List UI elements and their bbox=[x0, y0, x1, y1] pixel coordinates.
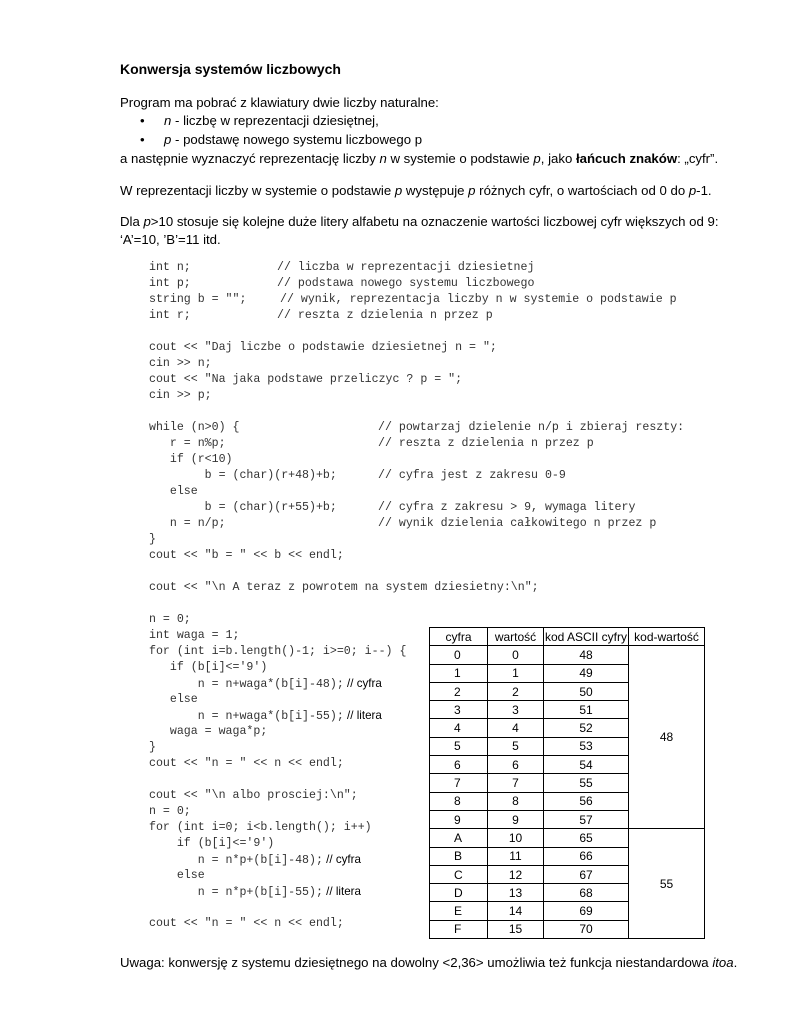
code-comment: // reszta z dzielenia n przez p bbox=[277, 309, 493, 322]
code-line bbox=[149, 308, 539, 324]
code-text: else bbox=[149, 869, 205, 882]
table-cell: 6 bbox=[430, 756, 488, 774]
header-kod-wartosc: kod-wartość bbox=[629, 628, 705, 646]
table-cell: 1 bbox=[430, 664, 488, 682]
code-line bbox=[149, 388, 539, 404]
table-cell: 55 bbox=[544, 774, 629, 792]
table-cell: 70 bbox=[544, 920, 629, 938]
code-text: n = 0; bbox=[149, 805, 191, 818]
code-text: cout << "\n A teraz z powrotem na system dziesietny:\n"; bbox=[149, 581, 539, 594]
code-text: string b = ""; bbox=[149, 293, 247, 306]
table-cell: C bbox=[430, 865, 488, 883]
code-comment: // wynik, reprezentacja liczby n w systemie o podstawie p bbox=[280, 293, 677, 306]
text-fragment: w systemie o podstawie bbox=[386, 151, 534, 166]
code-line bbox=[149, 484, 539, 500]
paragraph-digits bbox=[120, 182, 712, 199]
var-p: p bbox=[394, 183, 403, 198]
code-comment: // powtarzaj dzielenie n/p i zbieraj reszty: bbox=[378, 421, 685, 434]
table-row bbox=[430, 829, 705, 847]
table-cell: 50 bbox=[544, 682, 629, 700]
table-cell: 49 bbox=[544, 664, 629, 682]
code-line bbox=[149, 500, 636, 516]
table-cell: 13 bbox=[488, 884, 544, 902]
text-fragment: : „cyfr”. bbox=[677, 151, 719, 166]
code-text: cin >> p; bbox=[149, 389, 212, 402]
bullet-item-n bbox=[140, 112, 379, 129]
code-comment: // liczba w reprezentacji dziesietnej bbox=[277, 261, 535, 274]
table-cell: 8 bbox=[430, 792, 488, 810]
code-line bbox=[149, 356, 539, 372]
ascii-table bbox=[429, 627, 705, 939]
code-text: cout << "Daj liczbe o podstawie dziesietnej n = "; bbox=[149, 341, 497, 354]
table-cell: 2 bbox=[430, 682, 488, 700]
table-cell: 0 bbox=[488, 646, 544, 664]
code-line bbox=[149, 548, 539, 564]
code-text: int p; bbox=[149, 277, 191, 290]
code-text: } bbox=[149, 533, 156, 546]
bullet-text: - podstawę nowego systemu liczbowego p bbox=[171, 132, 423, 147]
header-cyfra: cyfra bbox=[430, 628, 488, 646]
table-cell: D bbox=[430, 884, 488, 902]
text-fragment: . bbox=[733, 955, 738, 970]
ascii-table-body bbox=[430, 646, 705, 939]
paragraph-letter-examples: ‘A’=10, ’B’=11 itd. bbox=[120, 232, 221, 247]
table-cell: 6 bbox=[488, 756, 544, 774]
table-cell: 4 bbox=[488, 719, 544, 737]
var-p: p bbox=[164, 132, 172, 147]
table-cell: 67 bbox=[544, 865, 629, 883]
code-text: for (int i=0; i<b.length(); i++) bbox=[149, 821, 372, 834]
text-fragment: -1. bbox=[696, 183, 712, 198]
code-line bbox=[149, 596, 539, 612]
table-cell: A bbox=[430, 829, 488, 847]
table-cell: 9 bbox=[430, 810, 488, 828]
code-text: if (b[i]<='9') bbox=[149, 661, 268, 674]
code-text: r = n%p; bbox=[149, 437, 226, 450]
table-cell: 9 bbox=[488, 810, 544, 828]
code-line bbox=[149, 564, 539, 580]
code-line bbox=[149, 532, 539, 548]
table-cell: 1 bbox=[488, 664, 544, 682]
code-line bbox=[149, 580, 539, 596]
code-text: cout << "Na jaka podstawe przeliczyc ? p = "; bbox=[149, 373, 463, 386]
code-line bbox=[149, 436, 594, 452]
table-cell: 12 bbox=[488, 865, 544, 883]
code-line bbox=[149, 324, 539, 340]
code-comment: // cyfra jest z zakresu 0-9 bbox=[378, 469, 566, 482]
table-cell: 3 bbox=[430, 701, 488, 719]
code-comment: // cyfra z zakresu > 9, wymaga litery bbox=[378, 501, 636, 514]
text-fragment: W reprezentacji liczby w systemie o podstawie bbox=[120, 183, 395, 198]
code-text: for (int i=b.length()-1; i>=0; i--) { bbox=[149, 645, 407, 658]
code-line bbox=[149, 292, 677, 308]
code-line bbox=[149, 612, 539, 628]
bullet-text: - liczbę w reprezentacji dziesiętnej, bbox=[171, 113, 379, 128]
var-n: n bbox=[379, 151, 387, 166]
table-cell: 66 bbox=[544, 847, 629, 865]
table-cell: 7 bbox=[488, 774, 544, 792]
table-cell: 5 bbox=[430, 737, 488, 755]
paragraph-chain-definition bbox=[120, 150, 718, 167]
code-line bbox=[149, 404, 539, 420]
code-line bbox=[149, 420, 685, 436]
code-text: cout << "\n albo prosciej:\n"; bbox=[149, 789, 358, 802]
merged-offset-cell: 48 bbox=[629, 646, 705, 829]
text-fragment: występuje bbox=[402, 183, 469, 198]
code-inline-comment: // cyfra bbox=[343, 677, 382, 690]
var-p: p bbox=[533, 151, 541, 166]
code-text: cout << "n = " << n << endl; bbox=[149, 917, 344, 930]
table-cell: 57 bbox=[544, 810, 629, 828]
var-p: p bbox=[688, 183, 697, 198]
code-text: waga = waga*p; bbox=[149, 725, 268, 738]
var-p: p bbox=[468, 183, 476, 198]
table-cell: 14 bbox=[488, 902, 544, 920]
intro-paragraph: Program ma pobrać z klawiatury dwie liczby naturalne: bbox=[120, 95, 439, 110]
code-text: n = n+waga*(b[i]-55); bbox=[149, 710, 344, 723]
table-cell: 11 bbox=[488, 847, 544, 865]
code-text: } bbox=[149, 741, 156, 754]
note-paragraph bbox=[120, 954, 737, 971]
header-wartosc: wartość bbox=[488, 628, 544, 646]
code-text: n = n+waga*(b[i]-48); bbox=[149, 678, 344, 691]
var-n: n bbox=[164, 113, 172, 128]
table-cell: F bbox=[430, 920, 488, 938]
table-cell: 2 bbox=[488, 682, 544, 700]
code-text: b = (char)(r+55)+b; bbox=[149, 501, 337, 514]
code-comment: // reszta z dzielenia n przez p bbox=[378, 437, 594, 450]
table-cell: 4 bbox=[430, 719, 488, 737]
paragraph-letters bbox=[120, 213, 719, 230]
table-row bbox=[430, 646, 705, 664]
merged-offset-cell: 55 bbox=[629, 829, 705, 939]
text-fragment: a następnie wyznaczyć reprezentację liczby bbox=[120, 151, 380, 166]
text-fragment: różnych cyfr, o wartościach od 0 do bbox=[475, 183, 689, 198]
code-line bbox=[149, 260, 539, 276]
code-text: n = n/p; bbox=[149, 517, 226, 530]
header-kod-ascii: kod ASCII cyfry bbox=[544, 628, 629, 646]
code-text: if (b[i]<='9') bbox=[149, 837, 275, 850]
code-text: n = n*p+(b[i]-48); bbox=[149, 854, 323, 867]
code-comment: // wynik dzielenia całkowitego n przez p bbox=[378, 517, 657, 530]
code-line bbox=[149, 516, 657, 532]
text-fragment: Uwaga: konwersję z systemu dziesiętnego na dowolny <2,36> umożliwia też funkcja niestandardowa bbox=[120, 955, 713, 970]
code-inline-comment: // litera bbox=[322, 885, 361, 898]
bold-term: łańcuch znaków bbox=[575, 151, 678, 166]
code-line bbox=[149, 372, 539, 388]
code-text: int waga = 1; bbox=[149, 629, 240, 642]
table-cell: 68 bbox=[544, 884, 629, 902]
table-cell: 3 bbox=[488, 701, 544, 719]
var-p: p bbox=[143, 214, 151, 229]
code-text: else bbox=[149, 693, 198, 706]
table-cell: 56 bbox=[544, 792, 629, 810]
table-cell: B bbox=[430, 847, 488, 865]
code-comment: // podstawa nowego systemu liczbowego bbox=[277, 277, 535, 290]
text-fragment: , jako bbox=[540, 151, 576, 166]
code-text: else bbox=[149, 485, 198, 498]
table-cell: 52 bbox=[544, 719, 629, 737]
code-line bbox=[149, 340, 539, 356]
table-cell: 7 bbox=[430, 774, 488, 792]
table-header-row bbox=[430, 628, 705, 646]
table-cell: E bbox=[430, 902, 488, 920]
text-fragment: >10 stosuje się kolejne duże litery alfabetu na oznaczenie wartości liczbowej cyfr większych od 9: bbox=[150, 214, 719, 229]
table-cell: 65 bbox=[544, 829, 629, 847]
bullet-item-p bbox=[140, 131, 422, 148]
code-inline-comment: // cyfra bbox=[322, 853, 361, 866]
code-inline-comment: // litera bbox=[343, 709, 382, 722]
code-text: n = n*p+(b[i]-55); bbox=[149, 886, 323, 899]
table-cell: 10 bbox=[488, 829, 544, 847]
code-line bbox=[149, 452, 539, 468]
code-line bbox=[149, 276, 539, 292]
code-text: int r; bbox=[149, 309, 191, 322]
table-cell: 0 bbox=[430, 646, 488, 664]
table-cell: 54 bbox=[544, 756, 629, 774]
code-text: int n; bbox=[149, 261, 191, 274]
document-title: Konwersja systemów liczbowych bbox=[120, 61, 341, 77]
text-fragment: Dla bbox=[120, 214, 144, 229]
table-cell: 53 bbox=[544, 737, 629, 755]
table-cell: 48 bbox=[544, 646, 629, 664]
bullet-icon: • bbox=[140, 132, 145, 147]
code-text: if (r<10) bbox=[149, 453, 233, 466]
table-cell: 51 bbox=[544, 701, 629, 719]
table-cell: 5 bbox=[488, 737, 544, 755]
function-name: itoa bbox=[712, 955, 734, 970]
code-text: cin >> n; bbox=[149, 357, 212, 370]
code-text: while (n>0) { bbox=[149, 421, 240, 434]
code-line bbox=[149, 468, 566, 484]
code-text: n = 0; bbox=[149, 613, 191, 626]
table-cell: 15 bbox=[488, 920, 544, 938]
table-cell: 69 bbox=[544, 902, 629, 920]
code-text: cout << "b = " << b << endl; bbox=[149, 549, 344, 562]
code-text: cout << "n = " << n << endl; bbox=[149, 757, 344, 770]
code-text: b = (char)(r+48)+b; bbox=[149, 469, 337, 482]
table-cell: 8 bbox=[488, 792, 544, 810]
bullet-icon: • bbox=[140, 113, 145, 128]
